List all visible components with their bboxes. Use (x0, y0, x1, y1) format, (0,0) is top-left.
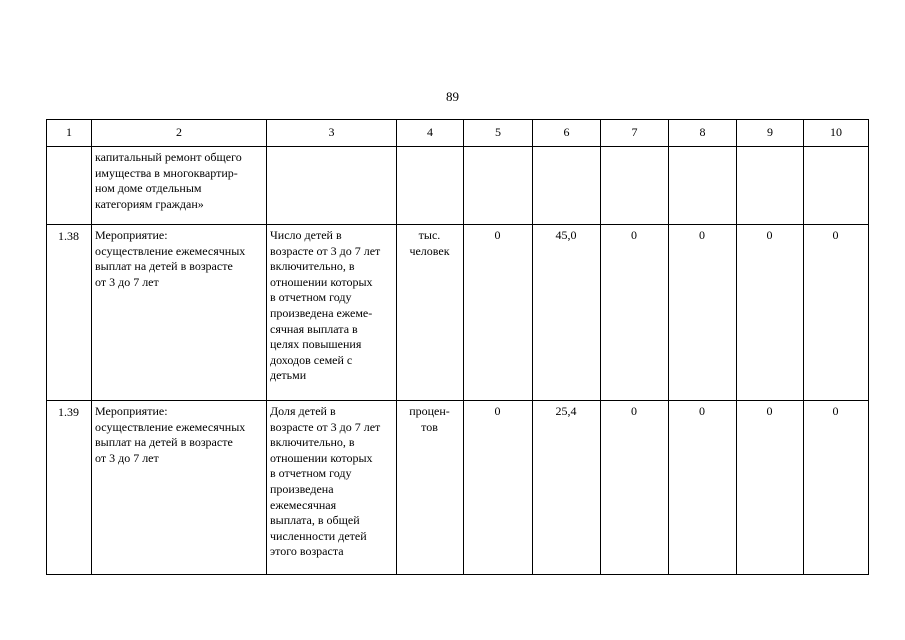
column-header-1: 1 (47, 120, 92, 147)
value-col-7: 0 (631, 228, 637, 242)
cell-num (47, 401, 92, 575)
cell-col-7 (601, 401, 669, 575)
value-col-6: 25,4 (555, 404, 577, 418)
value-col-7: 0 (631, 404, 637, 418)
cell-col-6 (533, 225, 601, 401)
value-col-5: 0 (494, 228, 501, 242)
value-col-9: 0 (766, 228, 773, 242)
cell-col-7 (601, 225, 669, 401)
measure-text: Мероприятие: осуществление ежемесячных выплат на детей в возрасте от 3 до 7 лет (95, 228, 246, 289)
cell-measure (92, 225, 267, 401)
column-header-2: 2 (92, 120, 267, 147)
table-row (47, 225, 869, 401)
column-header-9: 9 (737, 120, 804, 147)
column-header-3: 3 (267, 120, 397, 147)
row-number: 1.38 (58, 229, 79, 243)
cell-col-10 (804, 225, 869, 401)
table-row-continuation (47, 147, 869, 225)
column-header-7: 7 (601, 120, 669, 147)
cell-col-10 (804, 401, 869, 575)
column-header-4: 4 (397, 120, 464, 147)
value-col-5: 0 (494, 404, 501, 418)
measure-text: капитальный ремонт общего имущества в многоквартир- ном доме отдельным категориям граждан» (95, 150, 242, 211)
row-number: 1.39 (58, 405, 79, 419)
cell-col-8 (669, 147, 737, 225)
column-header-10: 10 (804, 120, 869, 147)
cell-indicator (267, 147, 397, 225)
indicator-text: Доля детей в возрасте от 3 до 7 лет включительно, в отношении которых в отчетном году произведена ежемесячная выплата, в общей численности детей этого возраста (270, 404, 381, 559)
cell-indicator (267, 401, 397, 575)
cell-col-8 (669, 225, 737, 401)
cell-indicator (267, 225, 397, 401)
cell-col-9 (737, 147, 804, 225)
cell-col-9 (737, 225, 804, 401)
indicators-table (46, 119, 869, 575)
cell-unit (397, 147, 464, 225)
cell-unit (397, 401, 464, 575)
page-number: 89 (446, 89, 459, 104)
cell-col-8 (669, 401, 737, 575)
cell-num (47, 225, 92, 401)
cell-col-5 (464, 401, 533, 575)
value-col-10: 0 (832, 404, 839, 418)
table-row (47, 401, 869, 575)
value-col-8: 0 (699, 228, 705, 242)
value-col-10: 0 (832, 228, 839, 242)
table-header-row (47, 120, 869, 147)
cell-measure (92, 147, 267, 225)
value-col-9: 0 (766, 404, 773, 418)
unit-text: тыс. человек (409, 228, 450, 258)
column-header-6: 6 (533, 120, 601, 147)
cell-col-5 (464, 147, 533, 225)
cell-col-6 (533, 401, 601, 575)
cell-col-7 (601, 147, 669, 225)
cell-col-10 (804, 147, 869, 225)
unit-text: процен- тов (409, 404, 450, 434)
value-col-8: 0 (699, 404, 705, 418)
column-header-5: 5 (464, 120, 533, 147)
cell-unit (397, 225, 464, 401)
cell-col-9 (737, 401, 804, 575)
column-header-8: 8 (669, 120, 737, 147)
measure-text: Мероприятие: осуществление ежемесячных выплат на детей в возрасте от 3 до 7 лет (95, 404, 246, 465)
indicator-text: Число детей в возрасте от 3 до 7 лет включительно, в отношении которых в отчетном году произведена ежеме- сячная выплата в целях повышения доходов семей с детьми (270, 228, 381, 383)
cell-col-6 (533, 147, 601, 225)
cell-num (47, 147, 92, 225)
cell-measure (92, 401, 267, 575)
value-col-6: 45,0 (555, 228, 577, 242)
cell-col-5 (464, 225, 533, 401)
